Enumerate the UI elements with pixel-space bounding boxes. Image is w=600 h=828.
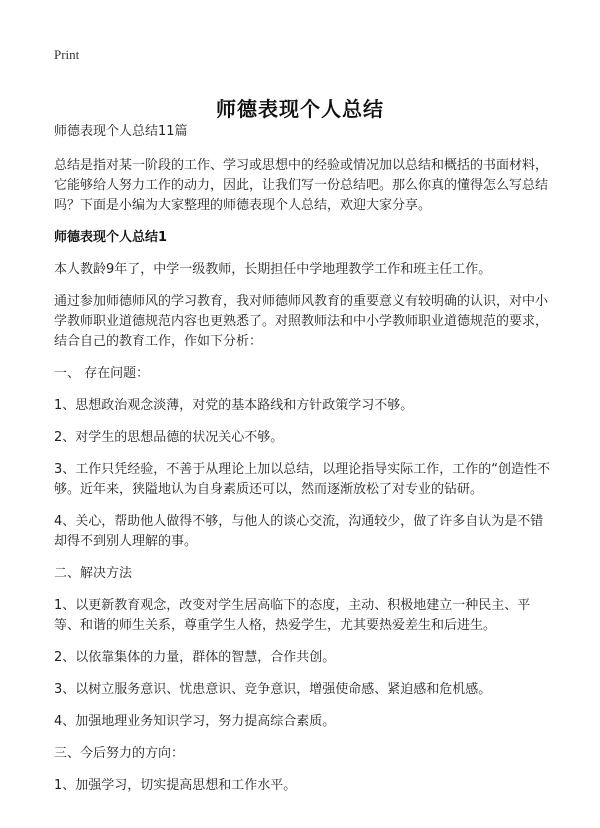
document-subtitle: 师德表现个人总结11篇 [54, 124, 188, 139]
problem-item-2: 2、对学生的思想品德的状况关心不够。 [54, 430, 284, 445]
problem-item-1: 1、思想政治观念淡薄，对党的基本路线和方针政策学习不够。 [54, 398, 414, 413]
problem-item-3: 3、工作只凭经验，不善于从理论上加以总结，以理论指导实际工作，工作的“创造性不够。近年来，狭隘地认为自身素质还可以，然而逐渐放松了对专业的钻研。 [54, 462, 551, 497]
heading-future: 三、今后努力的方向： [54, 746, 185, 761]
document-body [54, 122, 550, 808]
heading-problems: 一、 存在问题： [54, 366, 150, 381]
future-item-1: 1、加强学习，切实提高思想和工作水平。 [54, 778, 297, 793]
page-title: 师德表现个人总结 [216, 97, 384, 122]
paragraph-study: 通过参加师德师风的学习教育，我对师德师风教育的重要意义有较明确的认识，对中小学教师职业道德规范内容也更熟悉了。对照教师法和中小学教师职业道德规范的要求，结合自己的教育工作，作如下分析： [54, 294, 549, 349]
intro-paragraph: 总结是指对某一阶段的工作、学习或思想中的经验或情况加以总结和概括的书面材料，它能够给人努力工作的动力，因此，让我们写一份总结吧。那么你真的懂得怎么写总结吗？下面是小编为大家整理的师德表现个人总结，欢迎大家分享。 [54, 158, 549, 213]
solution-item-4: 4、加强地理业务知识学习，努力提高综合素质。 [54, 714, 336, 729]
solution-item-1: 1、以更新教育观念，改变对学生居高临下的态度，主动、积极地建立一种民主、平等、和谐的师生关系，尊重学生人格，热爱学生，尤其要热爱差生和后进生。 [54, 598, 531, 633]
solution-item-2: 2、以依靠集体的力量，群体的智慧，合作共创。 [54, 650, 336, 665]
section-heading: 师德表现个人总结1 [54, 230, 168, 245]
paragraph-experience: 本人教龄9年了，中学一级教师，长期担任中学地理教学工作和班主任工作。 [54, 262, 492, 277]
heading-solutions: 二、解决方法 [54, 566, 133, 581]
print-link[interactable]: Print [54, 47, 80, 62]
solution-item-3: 3、以树立服务意识、忧患意识、竞争意识，增强使命感、紧迫感和危机感。 [54, 682, 492, 697]
problem-item-4: 4、关心，帮助他人做得不够，与他人的谈心交流，沟通较少，做了许多自认为是不错却得不到别人理解的事。 [54, 514, 544, 549]
